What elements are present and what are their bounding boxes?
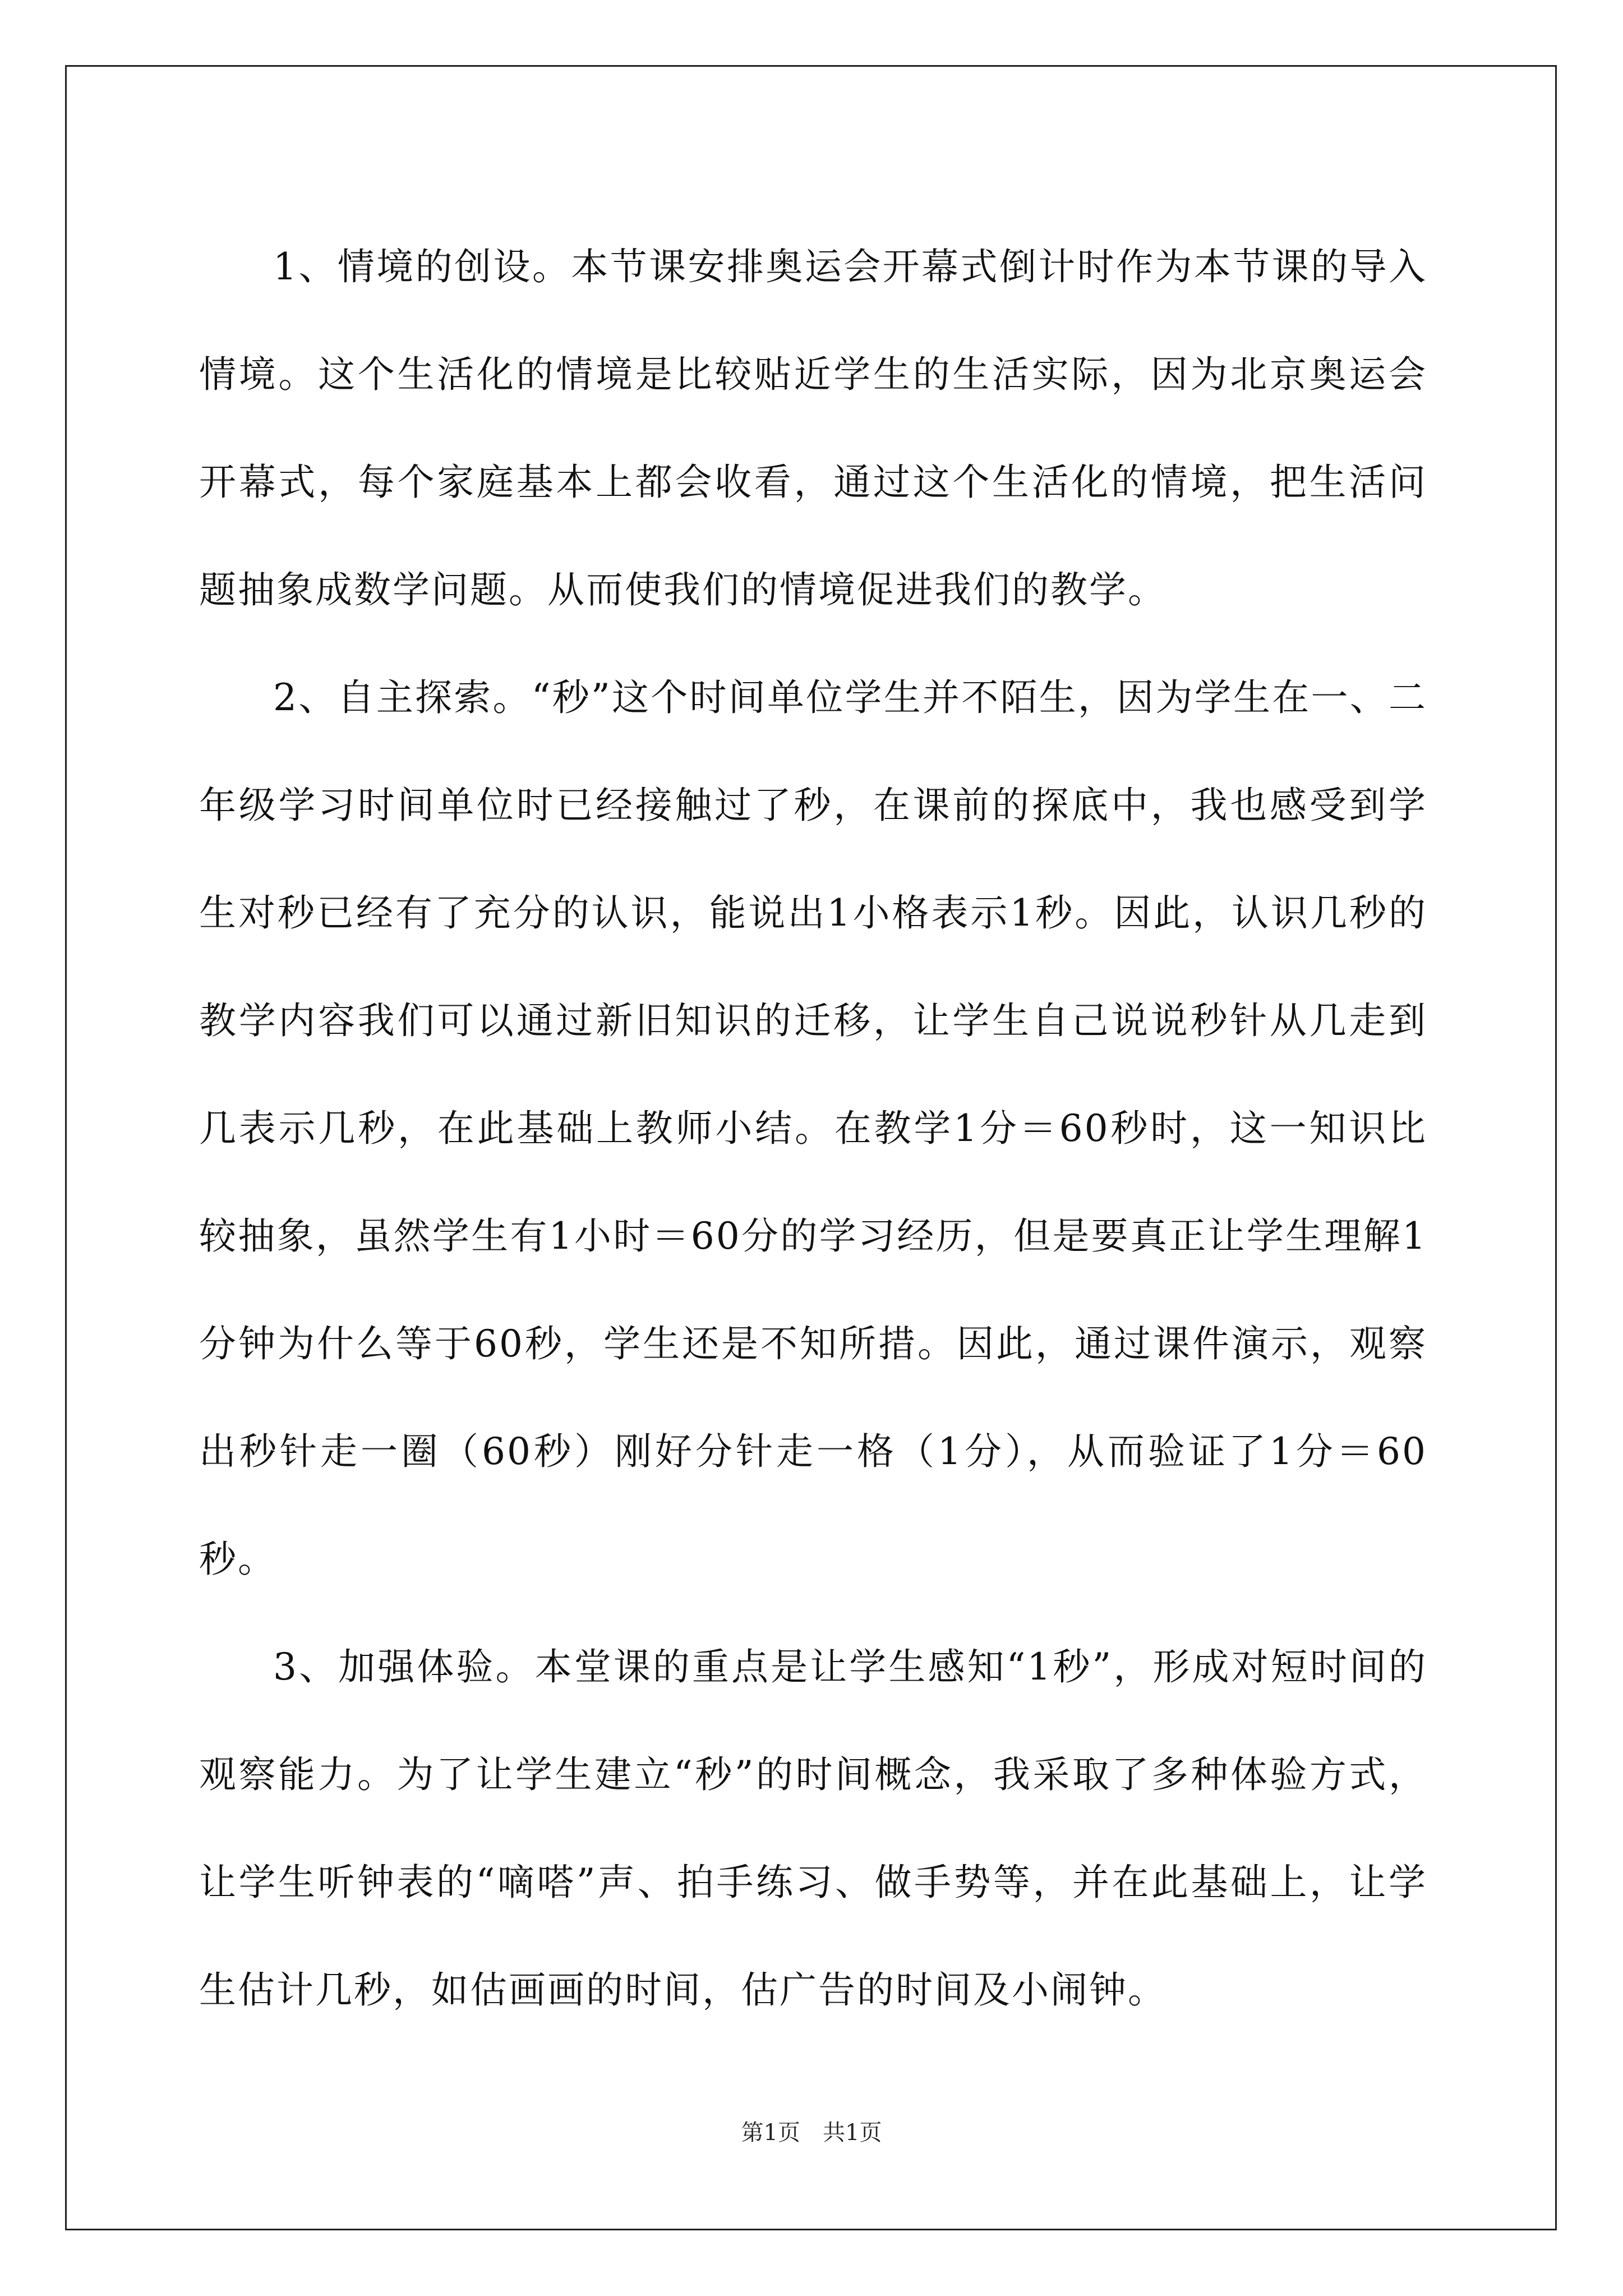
paragraph-3: 3、加强体验。本堂课的重点是让学生感知“1秒”，形成对短时间的观察能力。为了让学生建立“秒”的时间概念，我采取了多种体验方式，让学生听钟表的“嘀嗒”声、拍手练习、做手势等，并在此基础上，让学生估计几秒，如估画画的时间，估广告的时间及小闹钟。 bbox=[199, 1645, 1427, 2012]
paragraph-1: 1、情境的创设。本节课安排奥运会开幕式倒计时作为本节课的导入情境。这个生活化的情境是比较贴近学生的生活实际，因为北京奥运会开幕式，每个家庭基本上都会收看，通过这个生活化的情境，把生活问题抽象成数学问题。从而使我们的情境促进我们的教学。 bbox=[199, 245, 1427, 611]
page-footer: 第1页 共1页 bbox=[741, 2120, 882, 2146]
paragraph-2: 2、自主探索。“秒”这个时间单位学生并不陌生，因为学生在一、二年级学习时间单位时已经接触过了秒，在课前的探底中，我也感受到学生对秒已经有了充分的认识，能说出1小格表示1秒。因此，认识几秒的教学内容我们可以通过新旧知识的迁移，让学生自己说说秒针从几走到几表示几秒，在此基础上教师小结。在教学1分＝60秒时，这一知识比较抽象，虽然学生有1小时＝60分的学习经历，但是要真正让学生理解1分钟为什么等于60秒，学生还是不知所措。因此，通过课件演示，观察出秒针走一圈（60秒）刚好分针走一格（1分），从而验证了1分＝60秒。 bbox=[199, 676, 1427, 1581]
document-body bbox=[199, 213, 1427, 2044]
